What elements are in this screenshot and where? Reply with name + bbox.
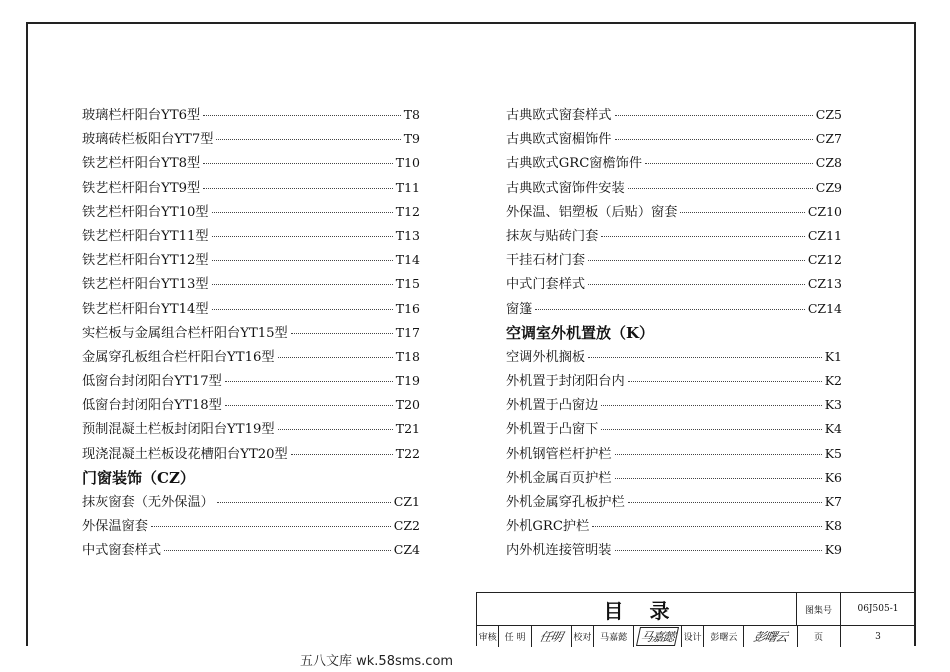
toc-entry-page: CZ12	[807, 252, 842, 268]
toc-entry[interactable]	[506, 346, 842, 370]
dot-leader	[203, 163, 393, 164]
footer-watermark: 五八文库 wk.58sms.com	[300, 654, 454, 669]
toc-entry-label: 铁艺栏杆阳台YT14型	[82, 301, 209, 317]
toc-entry[interactable]	[82, 515, 420, 539]
designer-signature-text: 彭曙云	[752, 630, 789, 644]
design-label: 设计	[682, 626, 704, 647]
page-number: 3	[875, 631, 881, 642]
atlas-number-label: 图集号	[797, 593, 841, 626]
toc-entry[interactable]	[506, 394, 842, 418]
section-heading-k	[506, 322, 842, 346]
toc-entry[interactable]	[82, 104, 420, 128]
toc-entry-label: 古典欧式窗饰件安装	[506, 180, 625, 196]
dot-leader	[217, 502, 391, 503]
toc-entry[interactable]	[506, 201, 842, 225]
toc-entry[interactable]	[506, 225, 842, 249]
title-block-title: 目录	[477, 593, 797, 626]
toc-entry-label: 铁艺栏杆阳台YT8型	[82, 156, 201, 172]
toc-entry[interactable]	[82, 152, 420, 176]
dot-leader	[615, 550, 822, 551]
toc-entry-page: T22	[395, 445, 420, 461]
dot-leader	[212, 236, 393, 237]
toc-entry-label: 古典欧式窗楣饰件	[506, 132, 612, 148]
toc-entry[interactable]	[82, 394, 420, 418]
toc-entry-page: CZ4	[393, 542, 420, 558]
toc-entry[interactable]	[82, 249, 420, 273]
dot-leader	[615, 139, 813, 140]
dot-leader	[615, 478, 822, 479]
toc-entry-page: T16	[395, 300, 420, 316]
toc-entry-label: 外机GRC护栏	[506, 519, 590, 535]
toc-entry-page: K3	[824, 397, 842, 413]
toc-entry-page: T12	[395, 203, 420, 219]
toc-entry[interactable]	[506, 152, 842, 176]
dot-leader	[151, 526, 391, 527]
toc-entry[interactable]	[506, 515, 842, 539]
toc-entry[interactable]	[506, 249, 842, 273]
section-heading-cz-text: 门窗装饰（CZ）	[82, 468, 195, 487]
toc-entry-page: T8	[403, 107, 420, 122]
dot-leader	[291, 333, 393, 334]
toc-entry-label: 中式窗套样式	[82, 543, 162, 559]
dot-leader	[212, 309, 393, 310]
toc-entry-page: CZ13	[807, 276, 842, 292]
dot-leader	[535, 309, 804, 310]
toc-entry-page: T14	[395, 252, 420, 268]
toc-entry-label: 玻璃栏杆阳台YT6型	[82, 108, 201, 123]
toc-entry-page: K8	[824, 518, 842, 534]
dot-leader	[216, 139, 400, 140]
toc-cz-list	[82, 491, 420, 564]
toc-entry-page: CZ8	[815, 155, 842, 171]
toc-entry-page: CZ14	[807, 300, 842, 316]
dot-leader	[601, 236, 805, 237]
toc-entry-label: 铁艺栏杆阳台YT10型	[82, 204, 209, 220]
toc-entry[interactable]	[82, 418, 420, 442]
toc-entry[interactable]	[506, 177, 842, 201]
page-label: 页	[797, 626, 841, 647]
toc-entry-label: 中式门套样式	[506, 277, 586, 293]
toc-entry[interactable]	[82, 370, 420, 394]
toc-entry[interactable]	[82, 225, 420, 249]
toc-entry-page: T21	[395, 421, 420, 437]
toc-entry-label: 古典欧式窗套样式	[506, 108, 612, 123]
dot-leader	[628, 188, 813, 189]
toc-entry-page: K9	[824, 542, 842, 558]
reviewer-signature	[532, 626, 572, 647]
toc-entry[interactable]	[506, 370, 842, 394]
toc-entry-page: CZ9	[815, 179, 842, 195]
toc-entry-label: 实栏板与金属组合栏杆阳台YT15型	[82, 325, 288, 341]
toc-entry[interactable]	[82, 201, 420, 225]
toc-entry[interactable]	[82, 346, 420, 370]
toc-entry-page: K4	[824, 421, 842, 437]
signature-row	[477, 626, 798, 647]
toc-entry-label: 外机置于凸窗下	[506, 422, 599, 438]
toc-entry[interactable]	[506, 418, 842, 442]
toc-entry[interactable]	[506, 128, 842, 152]
toc-entry-page: T9	[403, 131, 420, 147]
toc-entry[interactable]	[506, 539, 842, 563]
toc-entry-page: K5	[824, 445, 842, 461]
dot-leader	[628, 381, 822, 382]
dot-leader	[601, 429, 821, 430]
dot-leader	[164, 550, 391, 551]
toc-entry-label: 窗篷	[506, 301, 533, 317]
dot-leader	[588, 284, 805, 285]
dot-leader	[615, 115, 813, 116]
review-label: 审核	[477, 626, 499, 647]
section-heading-cz	[82, 467, 420, 491]
dot-leader	[588, 260, 805, 261]
toc-entry-label: 金属穿孔板组合栏杆阳台YT16型	[82, 349, 275, 365]
toc-entry-label: 低窗台封闭阳台YT17型	[82, 374, 222, 390]
toc-entry-page: T19	[395, 373, 420, 389]
toc-entry[interactable]	[506, 104, 842, 128]
toc-entry-label: 预制混凝土栏板封闭阳台YT19型	[82, 422, 275, 438]
toc-entry-label: 铁艺栏杆阳台YT13型	[82, 277, 209, 293]
toc-entry-label: 干挂石材门套	[506, 253, 586, 269]
toc-entry-page: K2	[824, 373, 842, 389]
toc-left-column	[82, 104, 420, 564]
toc-entry-label: 外机置于凸窗边	[506, 398, 599, 414]
dot-leader	[212, 284, 393, 285]
toc-entry-page: CZ7	[815, 131, 842, 147]
designer-name: 彭曙云	[704, 626, 744, 647]
toc-entry-label: 抹灰与贴砖门套	[506, 228, 599, 244]
toc-entry-page: CZ5	[815, 107, 842, 122]
toc-entry-page: CZ10	[807, 203, 842, 219]
toc-entry-page: T10	[395, 155, 420, 171]
toc-entry[interactable]	[506, 443, 842, 467]
dot-leader	[592, 526, 821, 527]
dot-leader	[212, 212, 393, 213]
toc-entry[interactable]	[82, 298, 420, 322]
dot-leader	[203, 115, 400, 116]
toc-entry-label: 外机钢管栏杆护栏	[506, 446, 612, 462]
dot-leader	[645, 163, 813, 164]
dot-leader	[225, 405, 393, 406]
toc-entry-page: CZ2	[393, 518, 420, 534]
checker-signature-text: 马嘉懿	[636, 627, 679, 646]
dot-leader	[291, 454, 393, 455]
section-heading-k-text: 空调室外机置放（K）	[506, 323, 655, 342]
toc-entry-label: 外机金属穿孔板护栏	[506, 495, 625, 510]
checker-name: 马嘉懿	[594, 626, 634, 647]
reviewer-name: 任 明	[499, 626, 531, 647]
toc-right-column	[506, 104, 842, 564]
dot-leader	[588, 357, 822, 358]
toc-entry[interactable]	[506, 491, 842, 515]
toc-entry-page: T11	[395, 179, 420, 195]
toc-entry-page: K7	[824, 494, 842, 509]
toc-entry[interactable]	[506, 273, 842, 297]
toc-entry[interactable]	[82, 177, 420, 201]
dot-leader	[615, 454, 822, 455]
toc-k-list	[506, 346, 842, 564]
toc-entry-label: 玻璃砖栏板阳台YT7型	[82, 132, 214, 148]
toc-entry[interactable]	[506, 298, 842, 322]
dot-leader	[628, 502, 822, 503]
toc-entry-page: K6	[824, 469, 842, 485]
toc-entry-label: 外机金属百页护栏	[506, 470, 612, 486]
toc-entry-label: 古典欧式GRC窗檐饰件	[506, 156, 643, 172]
toc-entry[interactable]	[82, 491, 420, 515]
toc-entry[interactable]	[506, 467, 842, 491]
toc-entry-page: T13	[395, 227, 420, 243]
check-label: 校对	[572, 626, 594, 647]
toc-entry[interactable]	[82, 443, 420, 467]
toc-entry-label: 外保温窗套	[82, 519, 148, 535]
toc-entry-page: T17	[395, 324, 420, 340]
title-block	[476, 592, 916, 646]
toc-entry-label: 铁艺栏杆阳台YT12型	[82, 253, 209, 269]
dot-leader	[680, 212, 804, 213]
toc-entry-page: K1	[824, 348, 842, 364]
atlas-number-value: 06J505-1	[841, 593, 915, 626]
toc-entry-label: 现浇混凝土栏板设花槽阳台YT20型	[82, 446, 288, 462]
toc-entry-label: 内外机连接管明装	[506, 543, 612, 559]
toc-entry-page: CZ1	[393, 494, 420, 509]
toc-entry-label: 铁艺栏杆阳台YT11型	[82, 228, 209, 244]
toc-entry-page: T20	[395, 397, 420, 413]
toc-right-list	[506, 104, 842, 322]
dot-leader	[601, 405, 821, 406]
toc-entry[interactable]	[82, 539, 420, 563]
reviewer-signature-text: 任明	[538, 630, 564, 644]
toc-entry[interactable]	[82, 128, 420, 152]
toc-entry-label: 外机置于封闭阳台内	[506, 374, 625, 390]
dot-leader	[212, 260, 393, 261]
toc-entry-label: 低窗台封闭阳台YT18型	[82, 398, 222, 414]
dot-leader	[278, 429, 393, 430]
checker-signature	[634, 626, 682, 647]
toc-entry-label: 空调外机搁板	[506, 349, 586, 365]
toc-entry[interactable]	[82, 322, 420, 346]
toc-entry-page: T18	[395, 348, 420, 364]
toc-entry-page: T15	[395, 276, 420, 292]
toc-left-list	[82, 104, 420, 467]
toc-entry-page: CZ11	[807, 227, 842, 243]
dot-leader	[278, 357, 393, 358]
toc-entry-label: 外保温、铝塑板（后贴）窗套	[506, 204, 678, 220]
designer-signature	[744, 626, 797, 647]
dot-leader	[203, 188, 393, 189]
toc-entry[interactable]	[82, 273, 420, 297]
toc-entry-label: 抹灰窗套（无外保温）	[82, 495, 214, 510]
dot-leader	[225, 381, 393, 382]
toc-entry-label: 铁艺栏杆阳台YT9型	[82, 180, 201, 196]
